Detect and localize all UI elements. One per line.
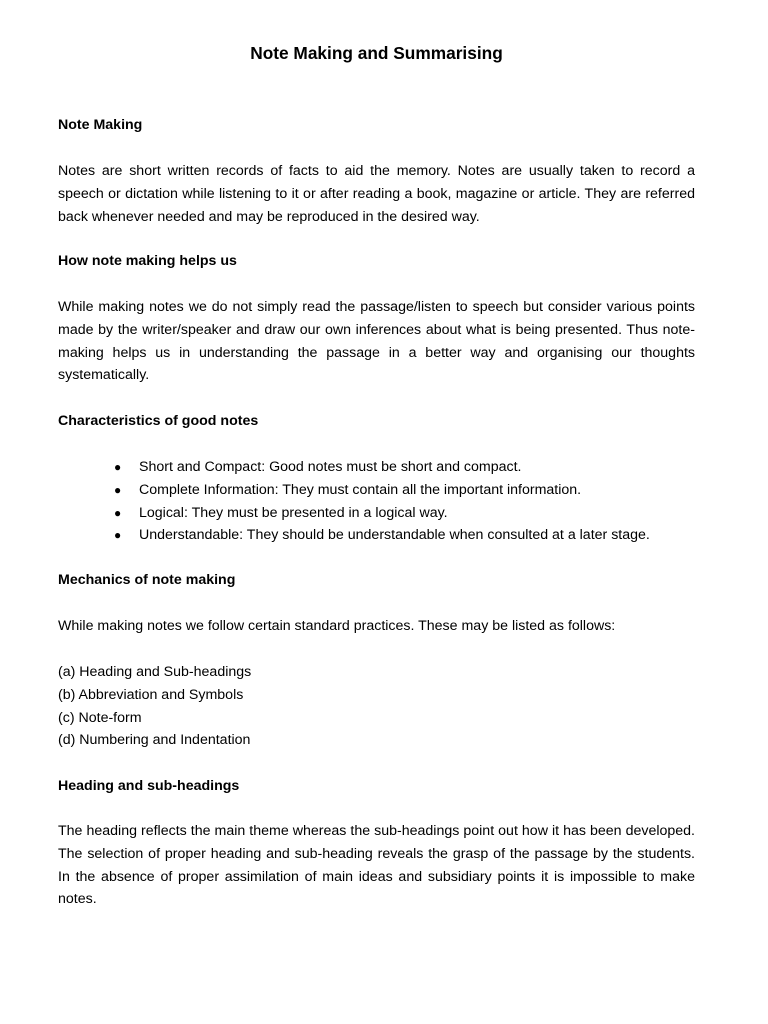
list-item: (b) Abbreviation and Symbols [58, 686, 244, 703]
list-item-text: Logical: They must be presented in a logical way. [139, 504, 448, 521]
paragraph-how-helps: While making notes we do not simply read the passage/listen to speech but consider various points made by the writer/speaker and draw our own inferences about what is being presented. Thus note-making helps us in understanding the passage in a better way and organising our thoughts systematically. [58, 299, 695, 384]
list-item [114, 479, 694, 502]
list-item: (a) Heading and Sub-headings [58, 664, 252, 680]
bullet-icon: ● [114, 528, 122, 543]
characteristics-list [114, 456, 694, 547]
list-item-text: Short and Compact: Good notes must be short and compact. [139, 459, 522, 475]
section-heading-characteristics: Characteristics of good notes [58, 413, 259, 429]
section-heading-heading-sub: Heading and sub-headings [58, 778, 240, 794]
list-item [114, 502, 694, 525]
bullet-icon: ● [114, 505, 122, 520]
list-item: (c) Note-form [58, 709, 142, 726]
section-heading-mechanics: Mechanics of note making [58, 572, 236, 588]
list-item: (d) Numbering and Indentation [58, 732, 251, 749]
list-item-text: Understandable: They should be understandable when consulted at a later stage. [139, 527, 650, 544]
page-title: Note Making and Summarising [250, 43, 503, 63]
bullet-icon: ● [114, 460, 122, 474]
section-heading-note-making: Note Making [58, 117, 143, 133]
section-heading-how-helps: How note making helps us [58, 253, 237, 269]
mechanics-list [58, 661, 695, 752]
paragraph-heading-sub: The heading reflects the main theme whereas the sub-headings point out how it has been developed. The selection of proper heading and sub-heading reveals the grasp of the passage by the students. In the absence of proper assimilation of main ideas and subsidiary points it is impossible to make notes. [58, 823, 695, 908]
paragraph-note-making: Notes are short written records of facts to aid the memory. Notes are usually taken to record a speech or dictation while listening to it or after reading a book, magazine or article. They are referred back whenever needed and may be reproduced in the desired way. [58, 163, 695, 225]
paragraph-mechanics: While making notes we follow certain standard practices. These may be listed as follows: [58, 618, 616, 634]
list-item [114, 524, 694, 547]
list-item-text: Complete Information: They must contain all the important information. [139, 481, 582, 498]
bullet-icon: ● [114, 482, 122, 497]
list-item [114, 456, 694, 479]
